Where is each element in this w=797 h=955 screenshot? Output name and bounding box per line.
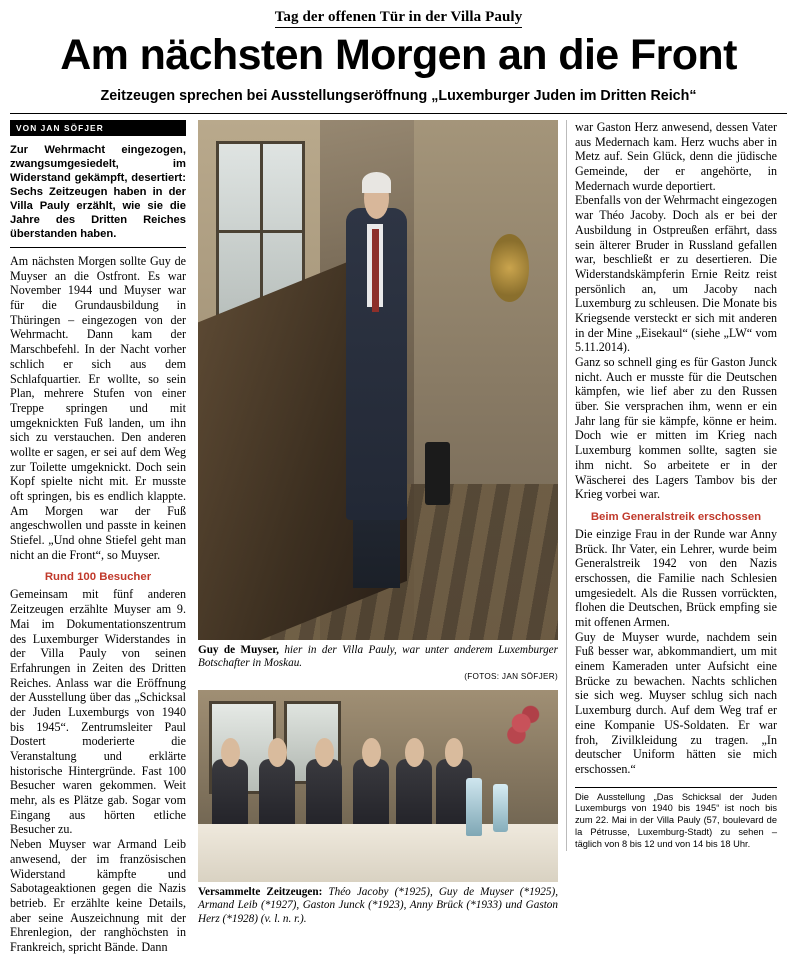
kicker-wrap (10, 8, 787, 28)
lead-paragraph: Zur Wehrmacht eingezogen, zwangsumgesiedelt, im Widerstand gekämpft, desertiert: Sechs Zeitzeugen haben in der Villa Pauly erzählt, wie sie die Jahre des Dritten Reiches überstanden haben. (10, 144, 186, 241)
section-title-beim-generalstreik-erschossen: Beim Generalstreik erschossen (590, 510, 762, 523)
photo-man-hair (362, 172, 391, 193)
exhibition-infobox: Die Ausstellung „Das Schicksal der Juden Luxemburgs von 1940 bis 1945“ ist noch bis zum 22. Mai in der Villa Pauly (57, boulevard de la Pétrusse, Luxemburg-Stadt) zu sehen – täglich von 8 bis 12 und von 14 bis 18 Uhr. (575, 787, 777, 851)
header-divider (10, 113, 787, 114)
photo-caption-main (198, 644, 558, 682)
photo2-person-head (315, 738, 334, 767)
paragraph: Gemeinsam mit fünf anderen Zeitzeugen erzählte Muyser am 9. Mai im Dokumentationszentrum des Luxemburger Widerstandes in der Villa Pauly von seinen Erfahrungen in Zeiten des Dritten Reiches. Anlass war die Eröffnung der Ausstellung über das „Schicksal der Juden Luxemburgs von 1940 bis 1945“. Zentrumsleiter Paul Dostert moderierte die Veranstaltung und erklärte historische Hintergründe. Fast 100 Besucher waren gekommen. Weit mehr, als es Plätze gab. Sogar vom Eingang aus hörten etliche Besucher zu. (10, 587, 186, 837)
photo-caption-group (198, 886, 558, 926)
photo2-table (198, 824, 558, 882)
lead-divider (10, 247, 186, 248)
photo2-water-bottle (493, 784, 507, 832)
section-title-rund-100-besucher: Rund 100 Besucher (44, 571, 152, 584)
paragraph: Neben Muyser war Armand Leib anwesend, der im französischen Widerstand kämpfte und Sabotageaktionen gegen die Nazis betrieb. Er erzählte keine Details, aber seine Auszeichnung mit der Ehrenlegion, der ranghöchsten in Frankreich, spricht Bände. Dann (10, 837, 186, 954)
photo2-person (259, 759, 295, 824)
caption-text: hier in der Villa Pauly, war unter anderem Luxemburger Botschafter in Moskau. (198, 644, 558, 670)
caption-text: Théo Jacoby (*1925), Guy de Muyser (*1925), Armand Leib (*1927), Gaston Junck (*1923), Anny Brück (*1933) und Gaston Herz (*1928) (v. l. n. r.). (198, 885, 558, 925)
center-column (196, 120, 566, 926)
photo2-person-head (362, 738, 381, 767)
paragraph: Guy de Muyser wurde, nachdem sein Fuß besser war, abkommandiert, um mit einem Kameraden unter Aufsicht eine Brücke zu bewachen. Nachts schlichen sie sich weg. Muyser schlug sich nach Luxemburg durch. Auf dem Weg traf er eine Kompanie US-Soldaten. Er war froh, Zivilkleidung zu tragen. „In deutscher Uniform hätten sie mich erschossen.“ (575, 629, 777, 776)
caption-lead-in: Guy de Muyser, (198, 644, 279, 657)
photo2-person (212, 759, 248, 824)
photo-man-tie (372, 229, 378, 312)
article-columns (10, 120, 787, 955)
photo-credit: (FOTOS: JAN SÖFJER) (464, 671, 558, 681)
subheadline: Zeitzeugen sprechen bei Ausstellungseröffnung „Luxemburger Juden im Dritten Reich“ (100, 87, 697, 104)
photo2-person (306, 759, 342, 824)
photo2-person (396, 759, 432, 824)
photo-wall-ornament (490, 234, 530, 302)
left-column (10, 120, 196, 955)
paragraph: Ebenfalls von der Wehrmacht eingezogen war Théo Jacoby. Doch als er bei der Ausbildung in Ostpreußen erfährt, dass sein älterer Bruder in Russland gefallen war, beschließt er zu desertieren. Die Widerstandskämpferin Ernie Reitz reist persönlich an, um Jacoby nach Luxemburg zu schleusen. Die Monate bis Kriegsende versteckt er sich mit anderen in der Mine „Eisekaul“ (siehe „LW“ vom 5.11.2014). (575, 193, 777, 355)
paragraph: war Gaston Herz anwesend, dessen Vater aus Medernach kam. Herz wuchs aber in Metz auf. Sein Glück, denn die jüdische Gemeinde, der er angehörte, in Medernach wurde deportiert. (575, 120, 777, 193)
page-title: Am nächsten Morgen an die Front (60, 31, 737, 79)
photo2-person-head (405, 738, 424, 767)
photo-guy-de-muyser (198, 120, 558, 640)
photo2-person (353, 759, 389, 824)
photo-zeitzeugen-group (198, 690, 558, 882)
byline: VON JAN SÖFJER (10, 120, 186, 136)
caption-lead-in: Versammelte Zeitzeugen: (198, 885, 323, 898)
photo2-water-bottle (466, 778, 482, 836)
photo2-flower-arrangement (500, 697, 547, 755)
paragraph: Am nächsten Morgen sollte Guy de Muyser an die Ostfront. Es war November 1944 und Muyser war für die Grundausbildung in Thüringen – eingezogen von der Wehrmacht. Dann kam der Marschbefehl. In der Nacht vorher schlich er sich aus dem Schlafquartier. Er wollte, so sein Plan, mehrere Stufen von einer Treppe springen und mit umgeknickten Fuß landen, um ihn sich zu verstauchen. Den anderen wollte er sagen, er sei auf dem Weg zur Toilette umgeknickt. Doch sein Kopf spielte nicht mit. Er musste oft springen, bis es endlich klappte. Am Morgen war der Fuß angeschwollen und passte in keinen Stiefel. „Und ohne Stiefel geht man nicht an die Front“, so Muyser. (10, 254, 186, 562)
right-column (566, 120, 777, 851)
photo2-person-head (268, 738, 287, 767)
photo2-person-head (221, 738, 240, 767)
photo2-person-head (445, 738, 464, 767)
paragraph: Ganz so schnell ging es für Gaston Junck nicht. Auch er musste für die Deutschen kämpfen, wie lief aber zu den Russen über. Sie versprachen ihm, wenn er ein Jahr lang für sie kämpfe, könne er heim. Doch wie er mitten im Krieg nach Luxemburg kommen sollte, sagten sie ihm nicht. So arbeitete er in der Wäscherei des Lagers Tambov bis der Krieg vorbei war. (575, 355, 777, 502)
photo-bag (425, 442, 450, 504)
paragraph: Die einzige Frau in der Runde war Anny Brück. Ihr Vater, ein Lehrer, wurde beim Generalstreik 1942 von den Nazis erschossen, die Familie nach Schlesien umgesiedelt. Als die Russen vorrückten, flohen die Deutschen, Brück empfing sie mit offenen Armen. (575, 526, 777, 630)
kicker: Tag der offenen Tür in der Villa Pauly (275, 9, 523, 28)
